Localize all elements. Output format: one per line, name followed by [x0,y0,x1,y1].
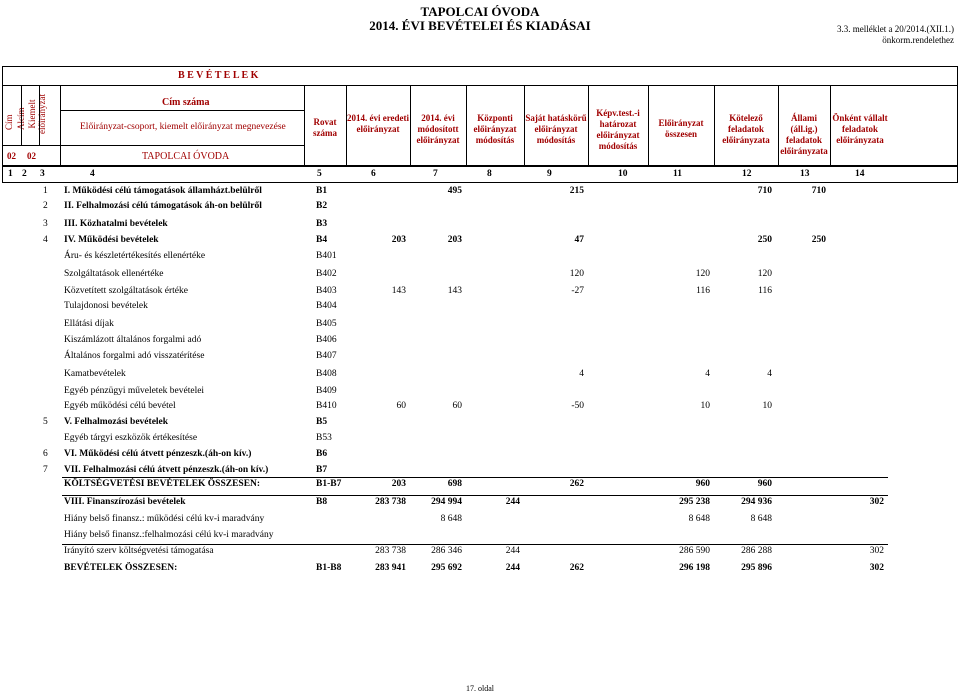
onkent-header: Önként vállalt feladatok előirányzata [832,113,888,145]
cell-v11: 294 936 [741,497,772,507]
cell-v12: 250 [811,235,826,245]
cell-v5: 203 [391,235,406,245]
cell-v5: 283 941 [375,563,406,573]
divider [60,110,304,111]
cell-v5: 60 [396,401,406,411]
cell-v8: 47 [574,235,584,245]
column-number: 5 [317,169,322,179]
document-subtitle: 2014. ÉVI BEVÉTELEI ÉS KIADÁSAI [369,18,591,33]
rovat-code: B53 [316,433,332,443]
rovat-code: B405 [316,319,337,329]
cell-v5: 143 [391,286,406,296]
csoport-label: Előirányzat-csoport, kiemelt előirányzat megnevezése [80,122,286,132]
rovat-code: B7 [316,465,328,475]
cell-v11: 10 [762,401,772,411]
table-row [0,335,960,350]
cell-v10: 4 [705,369,710,379]
table-row [0,546,960,561]
table-row [0,479,960,494]
column-number: 4 [90,169,95,179]
table-row [0,449,960,464]
rovat-code: B401 [316,251,337,261]
cell-v11: 710 [757,186,772,196]
row-label: III. Közhatalmi bevételek [64,219,168,229]
column-number: 12 [742,169,752,179]
cell-v7: 244 [505,563,520,573]
cell-v8: -50 [571,401,584,411]
table-row [0,251,960,266]
row-label: Egyéb működési célú bevétel [64,401,176,411]
document-title: TAPOLCAI ÓVODA [420,4,540,19]
row-label: VII. Felhalmozási célú átvett pénzeszk.(áh-on kív.) [64,465,269,475]
divider [62,495,888,496]
cell-v6: 286 346 [431,546,462,556]
annex-reference: 3.3. melléklet a 20/2014.(XII.1.) [837,24,954,34]
kiemelt-vertical-label: Kiemelt előirányzat [27,94,47,134]
osszesen-header: Előirányzat összesen [658,118,704,139]
table-row [0,301,960,316]
rovat-code: B6 [316,449,328,459]
cell-v10: 10 [700,401,710,411]
row-number: 6 [43,449,48,459]
rovat-header: Rovat száma [313,117,337,138]
rovat-code: B1-B8 [316,563,342,573]
cell-v11: 8 648 [750,514,772,524]
cell-v6: 294 994 [431,497,462,507]
row-label: Egyéb tárgyi eszközök értékesítése [64,433,198,443]
cell-v6: 495 [447,186,462,196]
cim-code: 02 [7,151,16,161]
column-number: 1 [8,169,13,179]
divider [60,85,61,166]
row-label: Közvetített szolgáltatások értéke [64,286,188,296]
cell-v6: 203 [447,235,462,245]
row-label: Kamatbevételek [64,369,126,379]
rovat-code: B409 [316,386,337,396]
row-label: V. Felhalmozási bevételek [64,417,169,427]
divider [21,85,22,145]
column-number: 2 [22,169,27,179]
table-row [0,417,960,432]
page-number: 17. oldal [466,684,494,693]
row-number: 4 [43,235,48,245]
table-row [0,235,960,250]
row-label: Szolgáltatások ellenértéke [64,269,164,279]
table-row [0,563,960,578]
cell-v8: 215 [569,186,584,196]
column-number: 8 [487,169,492,179]
rovat-code: B1-B7 [316,479,342,489]
rovat-code: B5 [316,417,328,427]
cell-v11: 295 896 [741,563,772,573]
table-row [0,219,960,234]
kozponti-header: Központi előirányzat módosítás [473,113,517,145]
divider [2,145,60,146]
rovat-code: B402 [316,269,337,279]
allami-header: Állami (áll.ig.) feladatok előirányzata [780,113,828,156]
cell-v8: 120 [569,269,584,279]
table-row [0,369,960,384]
cell-v10: 120 [695,269,710,279]
table-row [0,201,960,216]
institution-name: TAPOLCAI ÓVODA [142,151,230,162]
rovat-code: B1 [316,186,328,196]
rovat-code: B406 [316,335,337,345]
rovat-code: B8 [316,497,328,507]
divider [60,145,304,146]
table-row [0,319,960,334]
divider [62,544,888,545]
row-label: Irányító szerv költségvetési támogatása [64,546,214,556]
cell-v13: 302 [869,546,884,556]
rovat-code: B3 [316,219,328,229]
table-row [0,530,960,545]
table-row [0,351,960,366]
cell-v11: 960 [757,479,772,489]
cell-v11: 120 [757,269,772,279]
cim-vertical-label: Cím [4,114,14,130]
row-label: KÖLTSÉGVETÉSI BEVÉTELEK ÖSSZESEN: [64,479,261,489]
cell-v11: 250 [757,235,772,245]
annex-reference-line2: önkorm.rendelethez [882,35,954,45]
table-row [0,401,960,416]
cell-v6: 143 [447,286,462,296]
row-number: 1 [43,186,48,196]
sajat-header: Saját hatáskörű előirányzat módosítás [525,113,587,145]
cell-v11: 286 288 [741,546,772,556]
column-number: 13 [800,169,810,179]
row-label: II. Felhalmozási célú támogatások áh-on belülről [64,201,262,211]
cell-v6: 60 [452,401,462,411]
row-number: 5 [43,417,48,427]
cell-v10: 286 590 [679,546,710,556]
rovat-code: B404 [316,301,337,311]
cell-v8: -27 [571,286,584,296]
row-number: 2 [43,201,48,211]
cell-v10: 296 198 [679,563,710,573]
cell-v7: 244 [505,497,520,507]
table-row [0,186,960,201]
kotelezo-header: Kötelező feladatok előirányzata [722,113,770,145]
row-label: Tulajdonosi bevételek [64,301,148,311]
cell-v13: 302 [869,563,884,573]
cell-v11: 116 [758,286,772,296]
column-number: 14 [855,169,865,179]
row-label: VI. Működési célú átvett pénzeszk.(áh-on kív.) [64,449,252,459]
column-number: 10 [618,169,628,179]
modositott-header: 2014. évi módosított előirányzat [416,113,460,145]
cell-v6: 8 648 [440,514,462,524]
table-row [0,514,960,529]
cell-v8: 262 [569,479,584,489]
alcim-vertical-label: Alcím [16,107,26,130]
row-label: I. Működési célú támogatások államházt.belülről [64,186,262,196]
column-number-row [2,166,958,183]
row-label: Hiány belső finansz.:felhalmozási célú kv-i maradvány [64,530,274,540]
column-number: 6 [371,169,376,179]
divider [62,477,888,478]
row-label: VIII. Finanszírozási bevételek [64,497,186,507]
row-label: Áru- és készletértékesítés ellenértéke [64,251,206,261]
alcim-code: 02 [27,151,36,161]
cell-v5: 203 [391,479,406,489]
row-label: Ellátási díjak [64,319,114,329]
rovat-code: B2 [316,201,328,211]
cell-v11: 4 [767,369,772,379]
cim-szama-label: Cím száma [162,97,210,108]
rovat-code: B403 [316,286,337,296]
divider [39,85,40,145]
cell-v8: 262 [569,563,584,573]
cell-v7: 244 [505,546,520,556]
rovat-code: B4 [316,235,328,245]
table-row [0,386,960,401]
table-row [0,497,960,512]
kepv-header: Képv.test.-i határozat előirányzat módosítás [596,108,640,151]
divider [2,85,958,86]
column-number: 11 [673,169,682,179]
cell-v10: 8 648 [688,514,710,524]
table-row [0,286,960,301]
cell-v5: 283 738 [375,546,406,556]
eredeti-header: 2014. évi eredeti előirányzat [346,113,410,134]
row-label: Kiszámlázott általános forgalmi adó [64,335,202,345]
cell-v5: 283 738 [375,497,406,507]
cell-v10: 295 238 [679,497,710,507]
row-label: IV. Működési bevételek [64,235,159,245]
row-number: 3 [43,219,48,229]
column-number: 7 [433,169,438,179]
column-number: 3 [40,169,45,179]
section-title: B E V É T E L E K [178,70,259,81]
row-label: Hiány belső finansz.: működési célú kv-i maradvány [64,514,265,524]
column-number: 9 [547,169,552,179]
row-number: 7 [43,465,48,475]
cell-v12: 710 [811,186,826,196]
rovat-code: B410 [316,401,337,411]
cell-v6: 698 [447,479,462,489]
rovat-code: B407 [316,351,337,361]
cell-v6: 295 692 [431,563,462,573]
row-label: BEVÉTELEK ÖSSZESEN: [64,563,178,573]
cell-v10: 116 [696,286,710,296]
rovat-code: B408 [316,369,337,379]
cell-v10: 960 [695,479,710,489]
row-label: Általános forgalmi adó visszatérítése [64,351,205,361]
row-label: Egyéb pénzügyi műveletek bevételei [64,386,205,396]
table-row [0,269,960,284]
cell-v13: 302 [869,497,884,507]
table-row [0,433,960,448]
cell-v8: 4 [579,369,584,379]
